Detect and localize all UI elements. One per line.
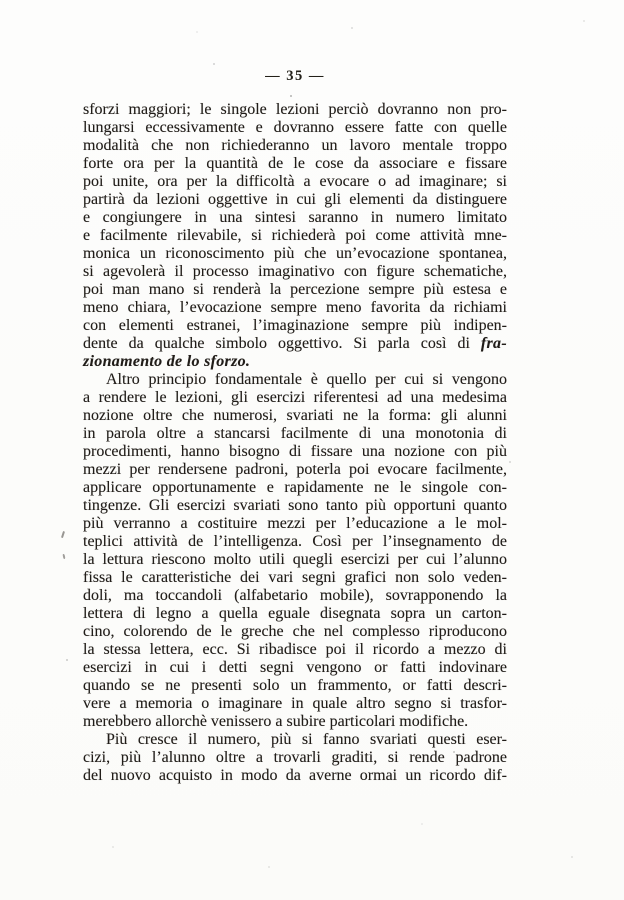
text-segment: forte ora per la quantità de le cose da associare e fissare	[83, 155, 507, 172]
text-line	[83, 587, 507, 605]
text-segment: la lettura riescono molto utili quegli esercizi per cui l’alunno	[83, 551, 507, 568]
text-line	[83, 317, 507, 335]
text-line	[83, 623, 507, 641]
text-segment: in parola oltre a stancarsi facilmente di una monotonia di	[83, 425, 507, 442]
text-line	[83, 767, 507, 785]
paragraph	[83, 731, 507, 785]
text-segment: Altro principio fondamentale è quello per cui si vengono	[106, 371, 507, 388]
text-line	[83, 101, 507, 119]
text-segment: poi unite, ora per la difficoltà a evocare o ad imaginare; si	[83, 173, 507, 190]
text-line	[83, 353, 507, 371]
text-line	[83, 497, 507, 515]
text-segment: vere a memoria o imaginare in quale altro segno si trasfor-	[83, 695, 507, 712]
text-line	[83, 551, 507, 569]
text-segment: modalità che non richiederanno un lavoro mentale troppo	[83, 137, 507, 154]
text-line	[83, 713, 507, 731]
text-segment: Più cresce il numero, più si fanno svariati questi eser-	[106, 731, 507, 748]
text-line	[83, 515, 507, 533]
text-line	[83, 479, 507, 497]
scan-speckles	[0, 0, 2, 2]
text-segment: lettera di legno a quella eguale disegnata sopra un carton-	[83, 605, 507, 622]
text-segment: mezzi per rendersene padroni, poterla poi evocare facilmente,	[83, 461, 507, 478]
text-segment: doli, ma toccandoli (alfabetario mobile), sovrapponendo la	[83, 587, 507, 604]
text-line	[83, 461, 507, 479]
text-line	[83, 749, 507, 767]
text-line	[83, 731, 507, 749]
text-segment: applicare opportunamente e rapidamente ne le singole con-	[83, 479, 507, 496]
text-segment: cizi, più l’alunno oltre a trovarli graditi, si rende padrone	[83, 749, 507, 766]
text-line	[83, 281, 507, 299]
text-segment: a rendere le lezioni, gli esercizi riferentesi ad una medesima	[83, 389, 507, 406]
text-segment: e facilmente rilevabile, si richiederà poi come attività mne-	[83, 227, 507, 244]
text-line	[83, 245, 507, 263]
text-segment: procedimenti, hanno bisogno di fissare una nozione con più	[83, 443, 507, 460]
text-line	[83, 191, 507, 209]
text-segment: merebbero allorchè venissero a subire particolari modifiche.	[83, 713, 469, 730]
text-line	[83, 533, 507, 551]
emphasized-text: zionamento de lo sforzo.	[83, 353, 251, 370]
text-segment: tingenze. Gli esercizi svariati sono tanto più opportuni quanto	[83, 497, 507, 514]
text-line	[83, 605, 507, 623]
text-segment: fissa le caratteristiche dei vari segni grafici non solo veden-	[83, 569, 507, 586]
text-segment: cino, colorendo de le greche che nel complesso riproducono	[83, 623, 507, 640]
text-segment: teplici attività de l’intelligenza. Così per l’insegnamento de	[83, 533, 507, 550]
text-segment: lungarsi eccessivamente e dovranno essere fatte con quelle	[83, 119, 507, 136]
text-line	[83, 209, 507, 227]
text-line	[83, 119, 507, 137]
text-line	[83, 677, 507, 695]
text-segment: partirà da lezioni oggettive in cui gli elementi da distinguere	[83, 191, 507, 208]
paragraph	[83, 101, 507, 371]
text-line	[83, 137, 507, 155]
text-line	[83, 371, 507, 389]
text-line	[83, 263, 507, 281]
text-segment: monica un riconoscimento più che un’evocazione spontanea,	[83, 245, 507, 262]
paragraph	[83, 371, 507, 731]
text-line	[83, 227, 507, 245]
text-line	[83, 173, 507, 191]
text-segment: esercizi in cui i detti segni vengono or fatti indovinare	[83, 659, 507, 676]
text-line	[83, 155, 507, 173]
text-segment: con elementi estranei, l’imaginazione sempre più indipen-	[83, 317, 507, 334]
text-line	[83, 695, 507, 713]
text-line	[83, 389, 507, 407]
text-line	[83, 407, 507, 425]
text-segment: quando se ne presenti solo un frammento, or fatti descri-	[83, 677, 507, 694]
text-segment: e congiungere in una sintesi saranno in numero limitato	[83, 209, 507, 226]
emphasized-text: fra-	[480, 335, 507, 352]
text-segment: del nuovo acquisto in modo da averne ormai un ricordo dif-	[83, 767, 507, 784]
text-segment: si agevolerà il processo imaginativo con figure schematiche,	[83, 263, 507, 280]
text-line	[83, 569, 507, 587]
text-segment: la stessa lettera, ecc. Si ribadisce poi il ricordo a mezzo di	[83, 641, 507, 658]
text-block	[83, 101, 507, 785]
text-segment: nozione oltre che numerosi, svariati ne la forma: gli alunni	[83, 407, 507, 424]
text-line	[83, 443, 507, 461]
text-segment: più verranno a costituire mezzi per l’educazione a le mol-	[83, 515, 507, 532]
text-line	[83, 299, 507, 317]
text-segment: dente da qualche simbolo oggettivo. Si parla così di	[83, 335, 481, 352]
text-line	[83, 659, 507, 677]
text-segment: poi man mano si renderà la percezione sempre più estesa e	[83, 281, 507, 298]
text-segment: meno chiara, l’evocazione sempre meno favorita da richiami	[83, 299, 507, 316]
text-segment: sforzi maggiori; le singole lezioni perciò dovranno non pro-	[83, 101, 507, 118]
text-line	[83, 641, 507, 659]
text-line	[83, 335, 507, 353]
page-number: — 35 —	[265, 68, 325, 84]
text-line	[83, 425, 507, 443]
